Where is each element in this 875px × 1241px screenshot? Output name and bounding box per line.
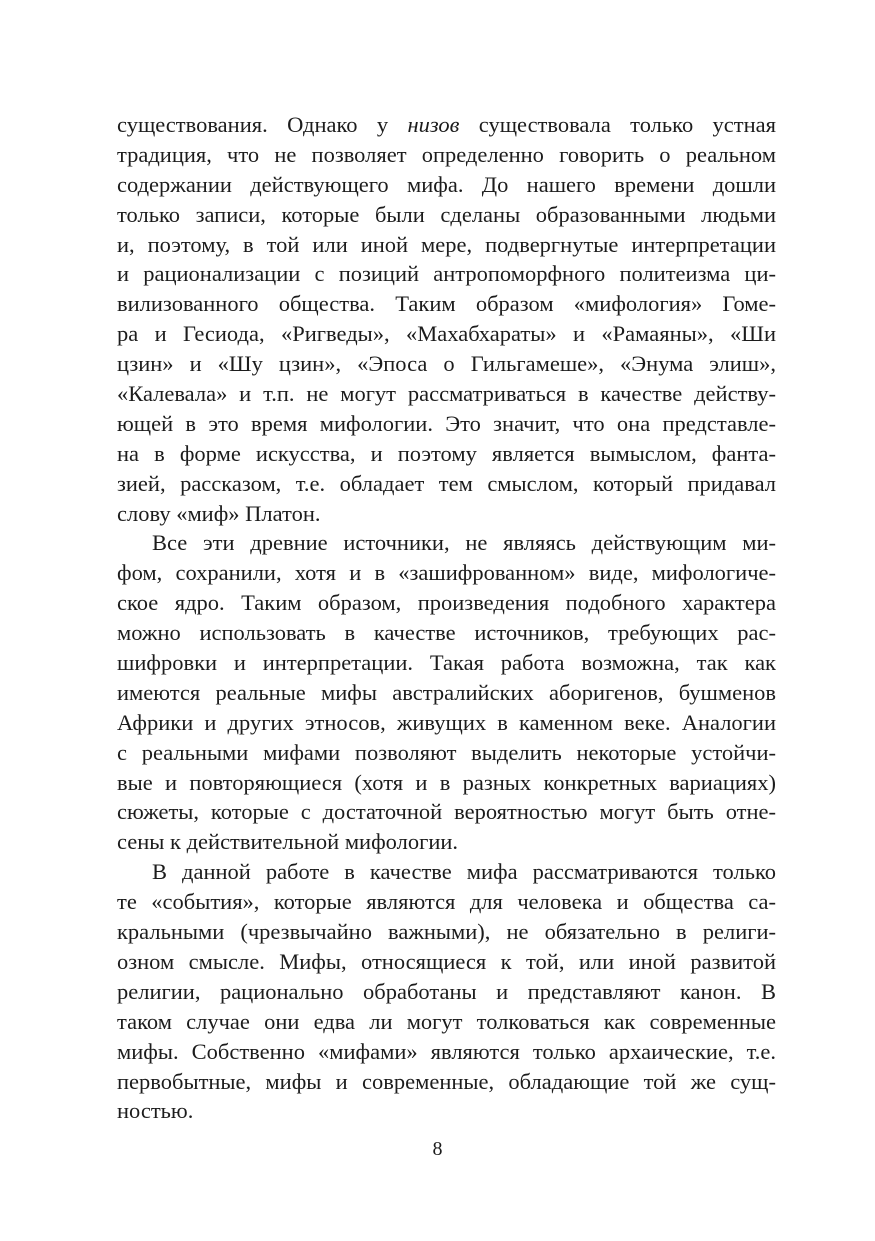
text-line: таком случае они едва ли могут толковаться как современные [117,1008,776,1034]
text-line: вилизованного общества. Таким образом «мифология» Гоме- [117,291,776,317]
text-line: содержании действующего мифа. До нашего времени дошли [117,171,776,197]
text-line: традиция, что не позволяет определенно говорить о реальном [117,141,776,167]
italic-term: низов [407,112,460,137]
paragraph [117,857,776,1126]
text-line: вые и повторяющиеся (хотя и в разных конкретных вариациях) [117,769,776,795]
paragraph [117,110,776,528]
text-line: можно использовать в качестве источников, требующих рас- [117,620,776,646]
text-line: и, поэтому, в той или иной мере, подвергнутые интерпретации [117,231,776,257]
text-line: существования. Однако у низов существовала только устная [117,112,776,137]
text-line: озном смысле. Мифы, относящиеся к той, или иной развитой [117,948,776,974]
text-line: ющей в это время мифологии. Это значит, что она представле- [117,410,776,436]
text-line: только записи, которые были сделаны образованными людьми [117,201,776,227]
text-line: и рационализации с позиций антропоморфного политеизма ци- [117,261,776,287]
text-line: мифы. Собственно «мифами» являются только архаические, т.е. [117,1038,776,1064]
text-line: Африки и других этносов, живущих в каменном веке. Аналогии [117,709,776,735]
text-line: на в форме искусства, и поэтому является вымыслом, фанта- [117,440,776,466]
text-line: «Калевала» и т.п. не могут рассматриваться в качестве действу- [117,381,776,407]
text-line: сены к действительной мифологии. [117,829,459,855]
text-line: с реальными мифами позволяют выделить некоторые устойчи- [117,739,776,765]
text-line: Все эти древние источники, не являясь действующим ми- [152,530,776,556]
text-line: имеются реальные мифы австралийских аборигенов, бушменов [117,679,776,705]
text-line: первобытные, мифы и современные, обладающие той же сущ- [117,1068,776,1094]
text-line: В данной работе в качестве мифа рассматриваются только [152,859,776,885]
text-line: религии, рационально обработаны и представляют канон. В [117,978,776,1004]
text-line: ра и Гесиода, «Ригведы», «Махабхараты» и «Рамаяны», «Ши [117,321,776,347]
text-line: сюжеты, которые с достаточной вероятностью могут быть отне- [117,799,776,825]
page-number: 8 [432,1138,443,1160]
text-line: цзин» и «Шу цзин», «Эпоса о Гильгамеше», «Энума элиш», [117,351,776,377]
text-line: ское ядро. Таким образом, произведения подобного характера [117,590,776,616]
paragraph [117,528,776,857]
text-line: ностью. [117,1098,194,1124]
text-line: кральными (чрезвычайно важными), не обязательно в религи- [117,919,776,945]
text-line: зией, рассказом, т.е. обладает тем смыслом, который придавал [117,470,776,496]
text-line: те «события», которые являются для человека и общества са- [117,889,776,915]
text-line: слову «миф» Платон. [117,500,321,526]
text-line: фом, сохранили, хотя и в «зашифрованном» виде, мифологиче- [117,560,776,586]
text-line: шифровки и интерпретации. Такая работа возможна, так как [117,650,776,676]
body-text [117,110,776,1126]
